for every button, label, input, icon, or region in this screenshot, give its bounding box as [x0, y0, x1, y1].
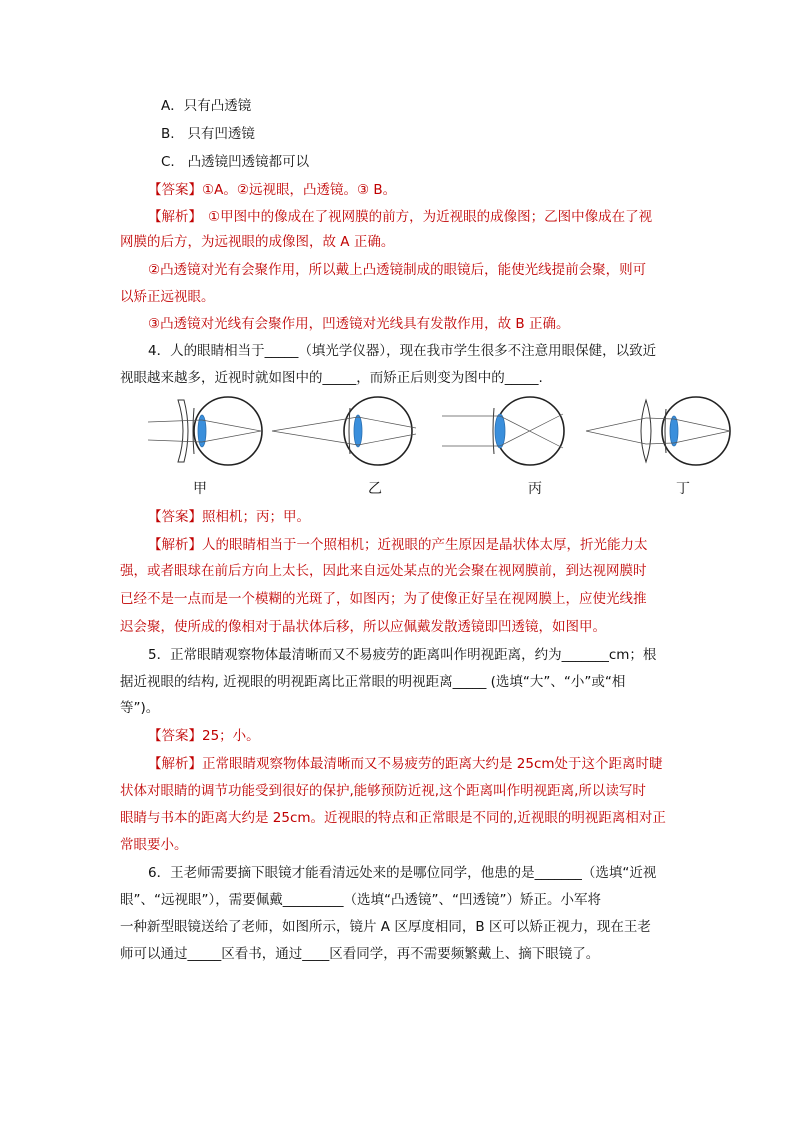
eye-diagram-jia — [148, 392, 266, 470]
q3-analysis-line: 【解析】 ①甲图中的像成在了视网膜的前方，为近视眼的成像图；乙图中像成在了视 — [148, 209, 653, 225]
q5-analysis-line: 状体对眼睛的调节功能受到很好的保护,能够预防近视,这个距离叫作明视距离,所以读写时 — [120, 783, 646, 799]
q4-question-line: 视眼越来越多，近视时就如图中的_____，而矫正后则变为图中的_____. — [120, 370, 543, 386]
q4-analysis-line: 【解析】人的眼睛相当于一个照相机；近视眼的产生原因是晶状体太厚，折光能力太 — [148, 537, 648, 553]
q4-analysis-line: 强，或者眼球在前后方向上太长，因此来自远处某点的光会聚在视网膜前，到达视网膜时 — [120, 563, 647, 579]
choice-b: B. 只有凹透镜 — [161, 126, 255, 142]
diagram-label-yi: 乙 — [368, 481, 382, 497]
q6-question-line: 眼”、“远视眼”），需要佩戴_________（选填“凸透镜”、“凹透镜”）矫正。小军将 — [120, 892, 601, 908]
choice-a: A．只有凸透镜 — [161, 98, 252, 114]
q4-question-line: 4．人的眼睛相当于_____（填光学仪器），现在我市学生很多不注意用眼保健，以致近 — [148, 343, 657, 359]
eye-diagram-yi — [270, 392, 420, 470]
q6-question-line: 一种新型眼镜送给了老师，如图所示，镜片 A 区厚度相同，B 区可以矫正视力，现在王老 — [120, 919, 651, 935]
eye-diagram-bing — [442, 392, 572, 470]
q5-answer: 【答案】25；小。 — [148, 728, 260, 744]
q6-question-line: 师可以通过_____区看书，通过____区看同学，再不需要频繁戴上、摘下眼镜了。 — [120, 946, 600, 962]
q4-analysis-line: 已经不是一点而是一个模糊的光斑了，如图丙；为了使像正好呈在视网膜上，应使光线推 — [120, 591, 647, 607]
q5-analysis-line: 常眼要小。 — [120, 837, 188, 853]
diagram-label-jia: 甲 — [193, 481, 207, 497]
q5-question-line: 等”)。 — [120, 700, 160, 716]
diagram-label-bing: 丙 — [528, 481, 542, 497]
q5-analysis-line: 【解析】正常眼睛观察物体最清晰而又不易疲劳的距离大约是 25cm处于这个距离时睫 — [148, 756, 663, 772]
q5-question-line: 5．正常眼睛观察物体最清晰而又不易疲劳的距离叫作明视距离，约为_______cm；根 — [148, 647, 657, 663]
q6-question-line: 6．王老师需要摘下眼镜才能看清远处来的是哪位同学，他患的是_______（选填“近视 — [148, 865, 657, 881]
eye-diagram-ding — [584, 392, 736, 470]
q3-analysis-line: ③凸透镜对光线有会聚作用，凹透镜对光线具有发散作用，故 B 正确。 — [148, 316, 570, 332]
choice-c: C. 凸透镜凹透镜都可以 — [161, 154, 310, 170]
q5-analysis-line: 眼睛与书本的距离大约是 25cm。近视眼的特点和正常眼是不同的,近视眼的明视距离相对正 — [120, 810, 666, 826]
q3-analysis-line: 网膜的后方，为远视眼的成像图，故 A 正确。 — [120, 234, 395, 250]
q3-answer: 【答案】①A。②远视眼，凸透镜。③ B。 — [148, 182, 397, 198]
q3-analysis-line: 以矫正远视眼。 — [120, 289, 215, 305]
q3-analysis-line: ②凸透镜对光有会聚作用，所以戴上凸透镜制成的眼镜后，能使光线提前会聚，则可 — [148, 262, 647, 278]
diagram-label-ding: 丁 — [676, 481, 690, 497]
q5-question-line: 据近视眼的结构, 近视眼的明视距离比正常眼的明视距离_____ (选填“大”、“小”或“相 — [120, 674, 626, 690]
q4-answer: 【答案】照相机；丙；甲。 — [148, 509, 310, 525]
q4-analysis-line: 迟会聚，使所成的像相对于晶状体后移，所以应佩戴发散透镜即凹透镜，如图甲。 — [120, 619, 606, 635]
